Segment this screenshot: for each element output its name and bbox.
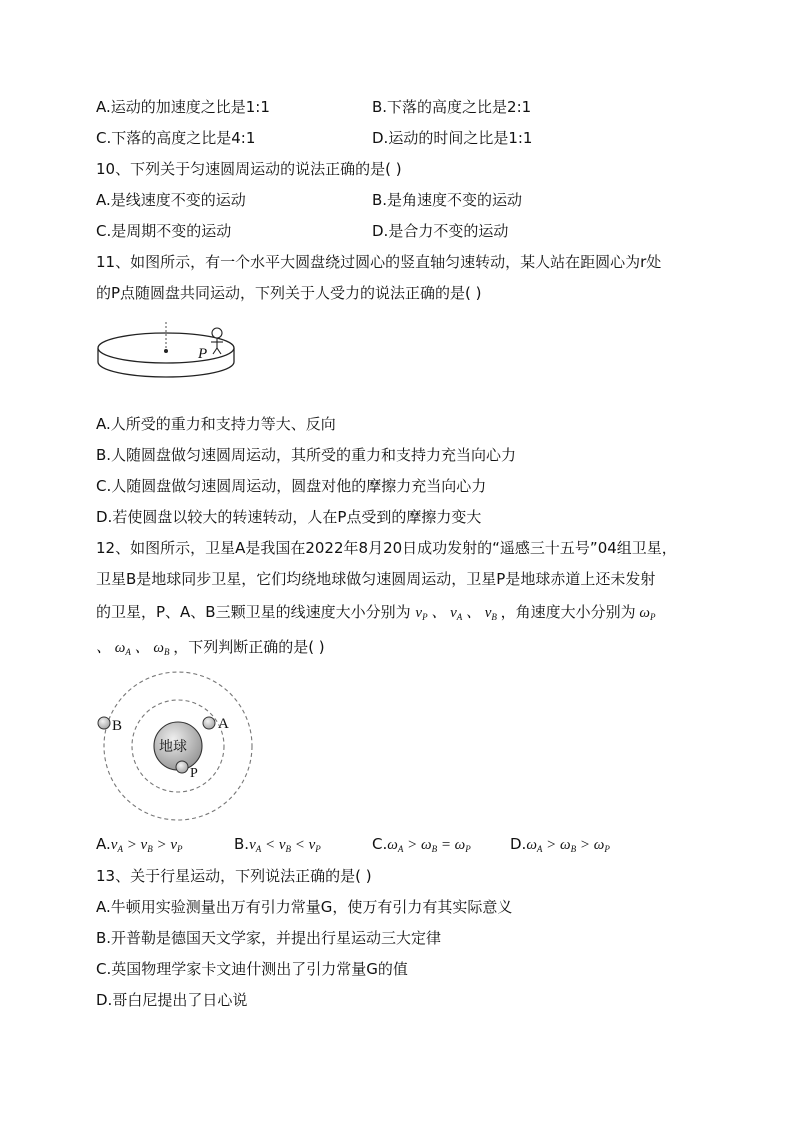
q12-stem-line3 [96, 602, 656, 627]
q12-option-d-expr: $\omega_A > \omega_B > \omega_P$ [526, 837, 610, 854]
omega-p-symbol: $\omega_P$ [635, 605, 656, 622]
person-head [212, 328, 222, 338]
q13-stem: 13、关于行星运动，下列说法正确的是( ) [96, 867, 372, 885]
q12-stem-line3-mid: ，角速度大小分别为 [500, 603, 636, 621]
q12-stem-line3-pre: 的卫星，P、A、B三颗卫星的线速度大小分别为 [96, 603, 411, 621]
q12-option-b-expr: $v_A < v_B < v_P$ [249, 837, 321, 854]
q9-option-d: D.运动的时间之比是1:1 [372, 129, 533, 147]
orbit-figure [94, 670, 262, 822]
q10-option-b: B.是角速度不变的运动 [372, 191, 523, 209]
q12-option-a-letter: A. [96, 835, 111, 853]
q12-option-d-letter: D. [510, 835, 527, 853]
q11-stem-line2: 的P点随圆盘共同运动，下列关于人受力的说法正确的是( ) [96, 284, 482, 302]
earth-label: 地球 [159, 739, 187, 755]
q12-option-a [96, 834, 183, 859]
q12-option-b-letter: B. [234, 835, 250, 853]
satellite-p-label: P [190, 766, 198, 781]
q11-option-d: D.若使圆盘以较大的转速转动，人在P点受到的摩擦力变大 [96, 508, 482, 526]
velocity-symbols: $v_P$ 、 $v_A$ 、 $v_B$ [415, 605, 497, 622]
q11-option-b: B.人随圆盘做匀速圆周运动，其所受的重力和支持力充当向心力 [96, 446, 517, 464]
q12-option-d [510, 834, 610, 859]
q12-stem-line4-post: ，下列判断正确的是( ) [173, 638, 325, 656]
q11-stem-line1: 11、如图所示，有一个水平大圆盘绕过圆心的竖直轴匀速转动，某人站在距圆心为r处 [96, 253, 662, 271]
q12-stem-line4 [96, 637, 325, 662]
q12-option-c-expr: $\omega_A > \omega_B = \omega_P$ [387, 837, 471, 854]
q12-option-a-expr: $v_A > v_B > v_P$ [110, 837, 183, 854]
point-p-label: P [198, 346, 208, 362]
q10-option-d: D.是合力不变的运动 [372, 222, 509, 240]
q11-option-c: C.人随圆盘做匀速圆周运动，圆盘对他的摩擦力充当向心力 [96, 477, 487, 495]
center-dot [164, 349, 168, 353]
q12-option-b [234, 834, 321, 859]
q9-option-a: A.运动的加速度之比是1:1 [96, 98, 270, 116]
satellite-b-label: B [112, 718, 123, 734]
q13-option-b: B.开普勒是德国天文学家，并提出行星运动三大定律 [96, 929, 442, 947]
q13-option-c: C.英国物理学家卡文迪什测出了引力常量G的值 [96, 960, 408, 978]
satellite-a-label: A [218, 716, 229, 732]
satellite-a [203, 717, 215, 729]
q9-option-b: B.下落的高度之比是2:1 [372, 98, 532, 116]
turntable-figure [94, 320, 244, 382]
q10-stem: 10、下列关于匀速圆周运动的说法正确的是( ) [96, 160, 402, 178]
q13-option-a: A.牛顿用实验测量出万有引力常量G，使万有引力有其实际意义 [96, 898, 513, 916]
q10-option-a: A.是线速度不变的运动 [96, 191, 246, 209]
omega-symbols: 、 $\omega_A$ 、 $\omega_B$ [96, 640, 170, 657]
q12-stem-line1: 12、如图所示，卫星A是我国在2022年8月20日成功发射的“遥感三十五号”04组卫星， [96, 539, 677, 557]
satellite-p [176, 761, 188, 773]
q12-option-c [372, 834, 471, 859]
q9-option-c: C.下落的高度之比是4:1 [96, 129, 256, 147]
q12-option-c-letter: C. [372, 835, 388, 853]
q11-option-a: A.人所受的重力和支持力等大、反向 [96, 415, 336, 433]
satellite-b [98, 717, 110, 729]
q12-stem-line2: 卫星B是地球同步卫星，它们均绕地球做匀速圆周运动，卫星P是地球赤道上还未发射 [96, 570, 656, 588]
q13-option-d: D.哥白尼提出了日心说 [96, 991, 248, 1009]
q10-option-c: C.是周期不变的运动 [96, 222, 232, 240]
